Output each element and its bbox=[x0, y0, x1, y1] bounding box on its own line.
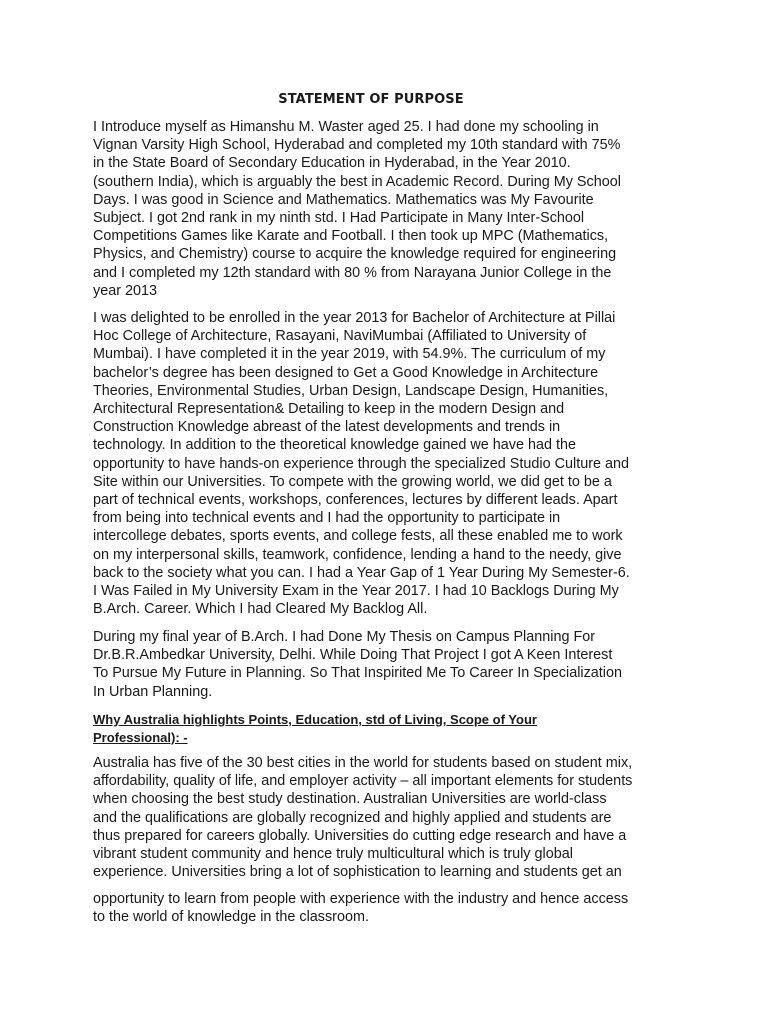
text-line: I Was Failed in My University Exam in the Year 2017. I had 10 Backlogs During My bbox=[93, 583, 619, 600]
text-line: B.Arch. Career. Which I had Cleared My Backlog All. bbox=[93, 601, 428, 618]
text-line: year 2013 bbox=[93, 282, 158, 299]
text-line: I was delighted to be enrolled in the year 2013 for Bachelor of Architecture at Pillai bbox=[93, 310, 616, 326]
text-line: from being into technical events and I had the opportunity to participate in bbox=[93, 510, 561, 527]
text-line: Architectural Representation& Detailing to keep in the modern Design and bbox=[93, 401, 565, 418]
text-line: Site within our Universities. To compete with the growing world, we did get to be a bbox=[93, 473, 612, 490]
text-line: bachelor’s degree has been designed to Get a Good Knowledge in Architecture bbox=[93, 364, 599, 381]
paragraph-education bbox=[93, 309, 693, 618]
text-line: on my interpersonal skills, teamwork, confidence, lending a hand to the needy, give bbox=[93, 546, 622, 563]
text-line: Construction Knowledge abreast of the latest developments and trends in bbox=[93, 419, 561, 436]
text-line: and I completed my 12th standard with 80 % from Narayana Junior College in the bbox=[93, 264, 612, 281]
text-line: thus prepared for careers globally. Universities do cutting edge research and have a bbox=[93, 827, 627, 844]
text-line: experience. Universities bring a lot of sophistication to learning and students get an bbox=[93, 864, 622, 881]
paragraph-australia bbox=[93, 754, 693, 881]
text-line: In Urban Planning. bbox=[93, 683, 213, 700]
document-title: STATEMENT OF PURPOSE bbox=[278, 92, 464, 107]
text-line: I Introduce myself as Himanshu M. Waster aged 25. I had done my schooling in bbox=[93, 119, 599, 135]
heading-line: Why Australia highlights Points, Education, std of Living, Scope of Your bbox=[93, 712, 537, 727]
text-line: to the world of knowledge in the classroom. bbox=[93, 909, 369, 926]
text-line: part of technical events, workshops, conferences, lectures by different leads. Apart bbox=[93, 492, 618, 509]
text-line: (southern India), which is arguably the best in Academic Record. During My School bbox=[93, 173, 621, 190]
heading-line: Professional): - bbox=[93, 730, 188, 745]
text-line: affordability, quality of life, and employer activity – all important elements for students bbox=[93, 773, 633, 790]
text-line: back to the society what you can. I had a Year Gap of 1 Year During My Semester-6. bbox=[93, 564, 630, 581]
text-line: when choosing the best study destination. Australian Universities are world-class bbox=[93, 791, 607, 808]
text-line: Competitions Games like Karate and Football. I then took up MPC (Mathematics, bbox=[93, 228, 609, 245]
text-line: vibrant student community and hence truly multicultural which is truly global bbox=[93, 846, 573, 863]
text-line: in the State Board of Secondary Education in Hyderabad, in the Year 2010. bbox=[93, 155, 571, 172]
text-line: Mumbai). I have completed it in the year 2019, with 54.9%. The curriculum of my bbox=[93, 346, 606, 363]
text-line: and the qualifications are globally recognized and highly applied and students are bbox=[93, 809, 612, 826]
text-line: Hoc College of Architecture, Rasayani, NaviMumbai (Affiliated to University of bbox=[93, 328, 587, 345]
text-line: Vignan Varsity High School, Hyderabad and completed my 10th standard with 75% bbox=[93, 137, 621, 154]
text-line: technology. In addition to the theoretical knowledge gained we have had the bbox=[93, 437, 576, 454]
text-line: Dr.B.R.Ambedkar University, Delhi. While Doing That Project I got A Keen Interest bbox=[93, 647, 613, 664]
text-line: Australia has five of the 30 best cities in the world for students based on student mix, bbox=[93, 755, 633, 771]
text-line: Subject. I got 2nd rank in my ninth std. I Had Participate in Many Inter-School bbox=[93, 210, 585, 227]
text-line: opportunity to have hands-on experience through the specialized Studio Culture and bbox=[93, 455, 630, 472]
text-line: Days. I was good in Science and Mathematics. Mathematics was My Favourite bbox=[93, 191, 594, 208]
paragraph-introduction bbox=[93, 118, 693, 300]
paragraph-thesis bbox=[93, 628, 693, 701]
text-line: Physics, and Chemistry) course to acquire the knowledge required for engineering bbox=[93, 246, 617, 263]
text-line: opportunity to learn from people with experience with the industry and hence access bbox=[93, 891, 629, 907]
text-line: intercollege debates, sports events, and college fests, all these enabled me to work bbox=[93, 528, 623, 545]
text-line: To Pursue My Future in Planning. So That Inspirited Me To Career In Specialization bbox=[93, 665, 622, 682]
section-heading bbox=[93, 711, 693, 747]
text-line: During my final year of B.Arch. I had Done My Thesis on Campus Planning For bbox=[93, 629, 596, 645]
paragraph-australia-continued bbox=[93, 890, 693, 926]
text-line: Theories, Environmental Studies, Urban Design, Landscape Design, Humanities, bbox=[93, 382, 609, 399]
